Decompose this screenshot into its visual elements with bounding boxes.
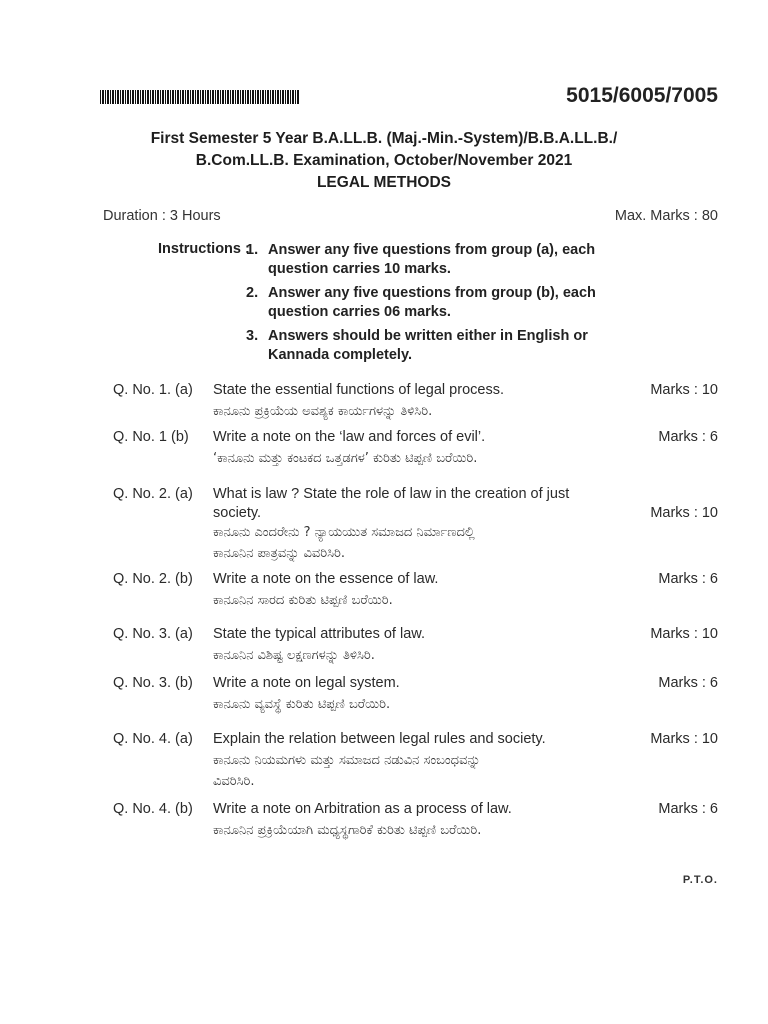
question-text: Write a note on legal system. <box>213 675 400 691</box>
exam-title <box>0 128 768 194</box>
question-text-kannada-continued: ವಿವರಿಸಿರಿ. <box>213 774 255 789</box>
paper-code: 5015/6005/7005 <box>566 84 718 107</box>
question-number: Q. No. 1 (b) <box>113 429 189 445</box>
question-text: Write a note on Arbitration as a process of law. <box>213 801 512 817</box>
instruction-item <box>246 284 673 322</box>
title-line-2: B.Com.LL.B. Examination, October/November 2021 <box>195 152 573 169</box>
question-text: Write a note on the essence of law. <box>213 571 439 587</box>
instruction-line: Answers should be written either in English or <box>268 328 588 344</box>
question-text: State the typical attributes of law. <box>213 626 425 642</box>
pto-label: P.T.O. <box>682 874 718 886</box>
question-number: Q. No. 4. (a) <box>113 731 193 747</box>
instruction-line: Answer any five questions from group (b), each <box>268 285 596 301</box>
question-text: Explain the relation between legal rules and society. <box>213 731 546 747</box>
question-text-continued: society. <box>213 505 262 521</box>
question-number: Q. No. 3. (b) <box>113 675 193 691</box>
question-text-kannada: ಕಾನೂನು ವ್ಯವಸ್ಥೆ ಕುರಿತು ಟಿಪ್ಪಣಿ ಬರೆಯಿರಿ. <box>213 697 391 712</box>
question-text-kannada-continued: ಕಾನೂನಿನ ಪಾತ್ರವನ್ನು ವಿವರಿಸಿರಿ. <box>213 546 345 561</box>
barcode <box>100 90 300 104</box>
max-marks: Max. Marks : 80 <box>614 208 718 224</box>
duration: Duration : 3 Hours <box>103 208 221 224</box>
instruction-number: 1. <box>246 242 259 258</box>
question-text-kannada: ಕಾನೂನಿನ ಪ್ರಕ್ರಿಯೆಯಾಗಿ ಮಧ್ಯಸ್ಥಗಾರಿಕೆ ಕುರಿತು ಟಿಪ್ಪಣಿ ಬರೆಯಿರಿ. <box>213 823 482 838</box>
instruction-item <box>246 327 673 365</box>
question-text-kannada: ‘ಕಾನೂನು ಮತ್ತು ಕಂಟಕದ ಒತ್ತಡಗಳ’ ಕುರಿತು ಟಿಪ್ಪಣಿ ಬರೆಯಿರಿ. <box>213 451 478 466</box>
question-marks: Marks : 10 <box>650 626 718 642</box>
instruction-line: question carries 10 marks. <box>268 261 451 277</box>
instruction-number: 2. <box>246 285 259 301</box>
question-number: Q. No. 1. (a) <box>113 382 193 398</box>
question-marks: Marks : 6 <box>658 429 718 445</box>
question-text: Write a note on the ‘law and forces of evil’. <box>213 429 486 445</box>
instruction-line: Kannada completely. <box>268 347 412 363</box>
question-number: Q. No. 2. (b) <box>113 571 193 587</box>
question-marks: Marks : 6 <box>658 675 718 691</box>
question-text-kannada: ಕಾನೂನು ಎಂದರೇನು ? ನ್ಯಾಯಯುತ ಸಮಾಜದ ನಿರ್ಮಾಣದಲ್ಲಿ <box>213 525 475 540</box>
question-text: State the essential functions of legal process. <box>213 382 504 398</box>
question-text-kannada: ಕಾನೂನಿನ ವಿಶಿಷ್ಟ ಲಕ್ಷಣಗಳನ್ನು ತಿಳಿಸಿರಿ. <box>213 648 375 663</box>
instruction-item <box>246 241 673 279</box>
title-line-3: LEGAL METHODS <box>316 174 452 191</box>
question-marks: Marks : 10 <box>650 505 718 521</box>
instructions-label: Instructions : <box>158 241 250 257</box>
question-text-kannada: ಕಾನೂನು ಪ್ರಕ್ರಿಯೆಯ ಅವಶ್ಯಕ ಕಾರ್ಯಗಳನ್ನು ತಿಳಿಸಿರಿ. <box>213 404 433 419</box>
question-text-kannada: ಕಾನೂನು ನಿಯಮಗಳು ಮತ್ತು ಸಮಾಜದ ನಡುವಿನ ಸಂಬಂಧವನ್ನು <box>213 753 481 768</box>
question-marks: Marks : 10 <box>650 731 718 747</box>
question-marks: Marks : 6 <box>658 801 718 817</box>
instruction-number: 3. <box>246 328 259 344</box>
instruction-line: Answer any five questions from group (a), each <box>268 242 596 258</box>
question-number: Q. No. 2. (a) <box>113 486 193 502</box>
question-number: Q. No. 4. (b) <box>113 801 193 817</box>
instruction-line: question carries 06 marks. <box>268 304 451 320</box>
question-marks: Marks : 6 <box>658 571 718 587</box>
question-text: What is law ? State the role of law in the creation of just <box>213 486 570 502</box>
question-number: Q. No. 3. (a) <box>113 626 193 642</box>
question-text-kannada: ಕಾನೂನಿನ ಸಾರದ ಕುರಿತು ಟಿಪ್ಪಣಿ ಬರೆಯಿರಿ. <box>213 593 393 608</box>
title-line-1: First Semester 5 Year B.A.LL.B. (Maj.-Min.-System)/B.B.A.LL.B./ <box>150 130 618 147</box>
question-marks: Marks : 10 <box>650 382 718 398</box>
